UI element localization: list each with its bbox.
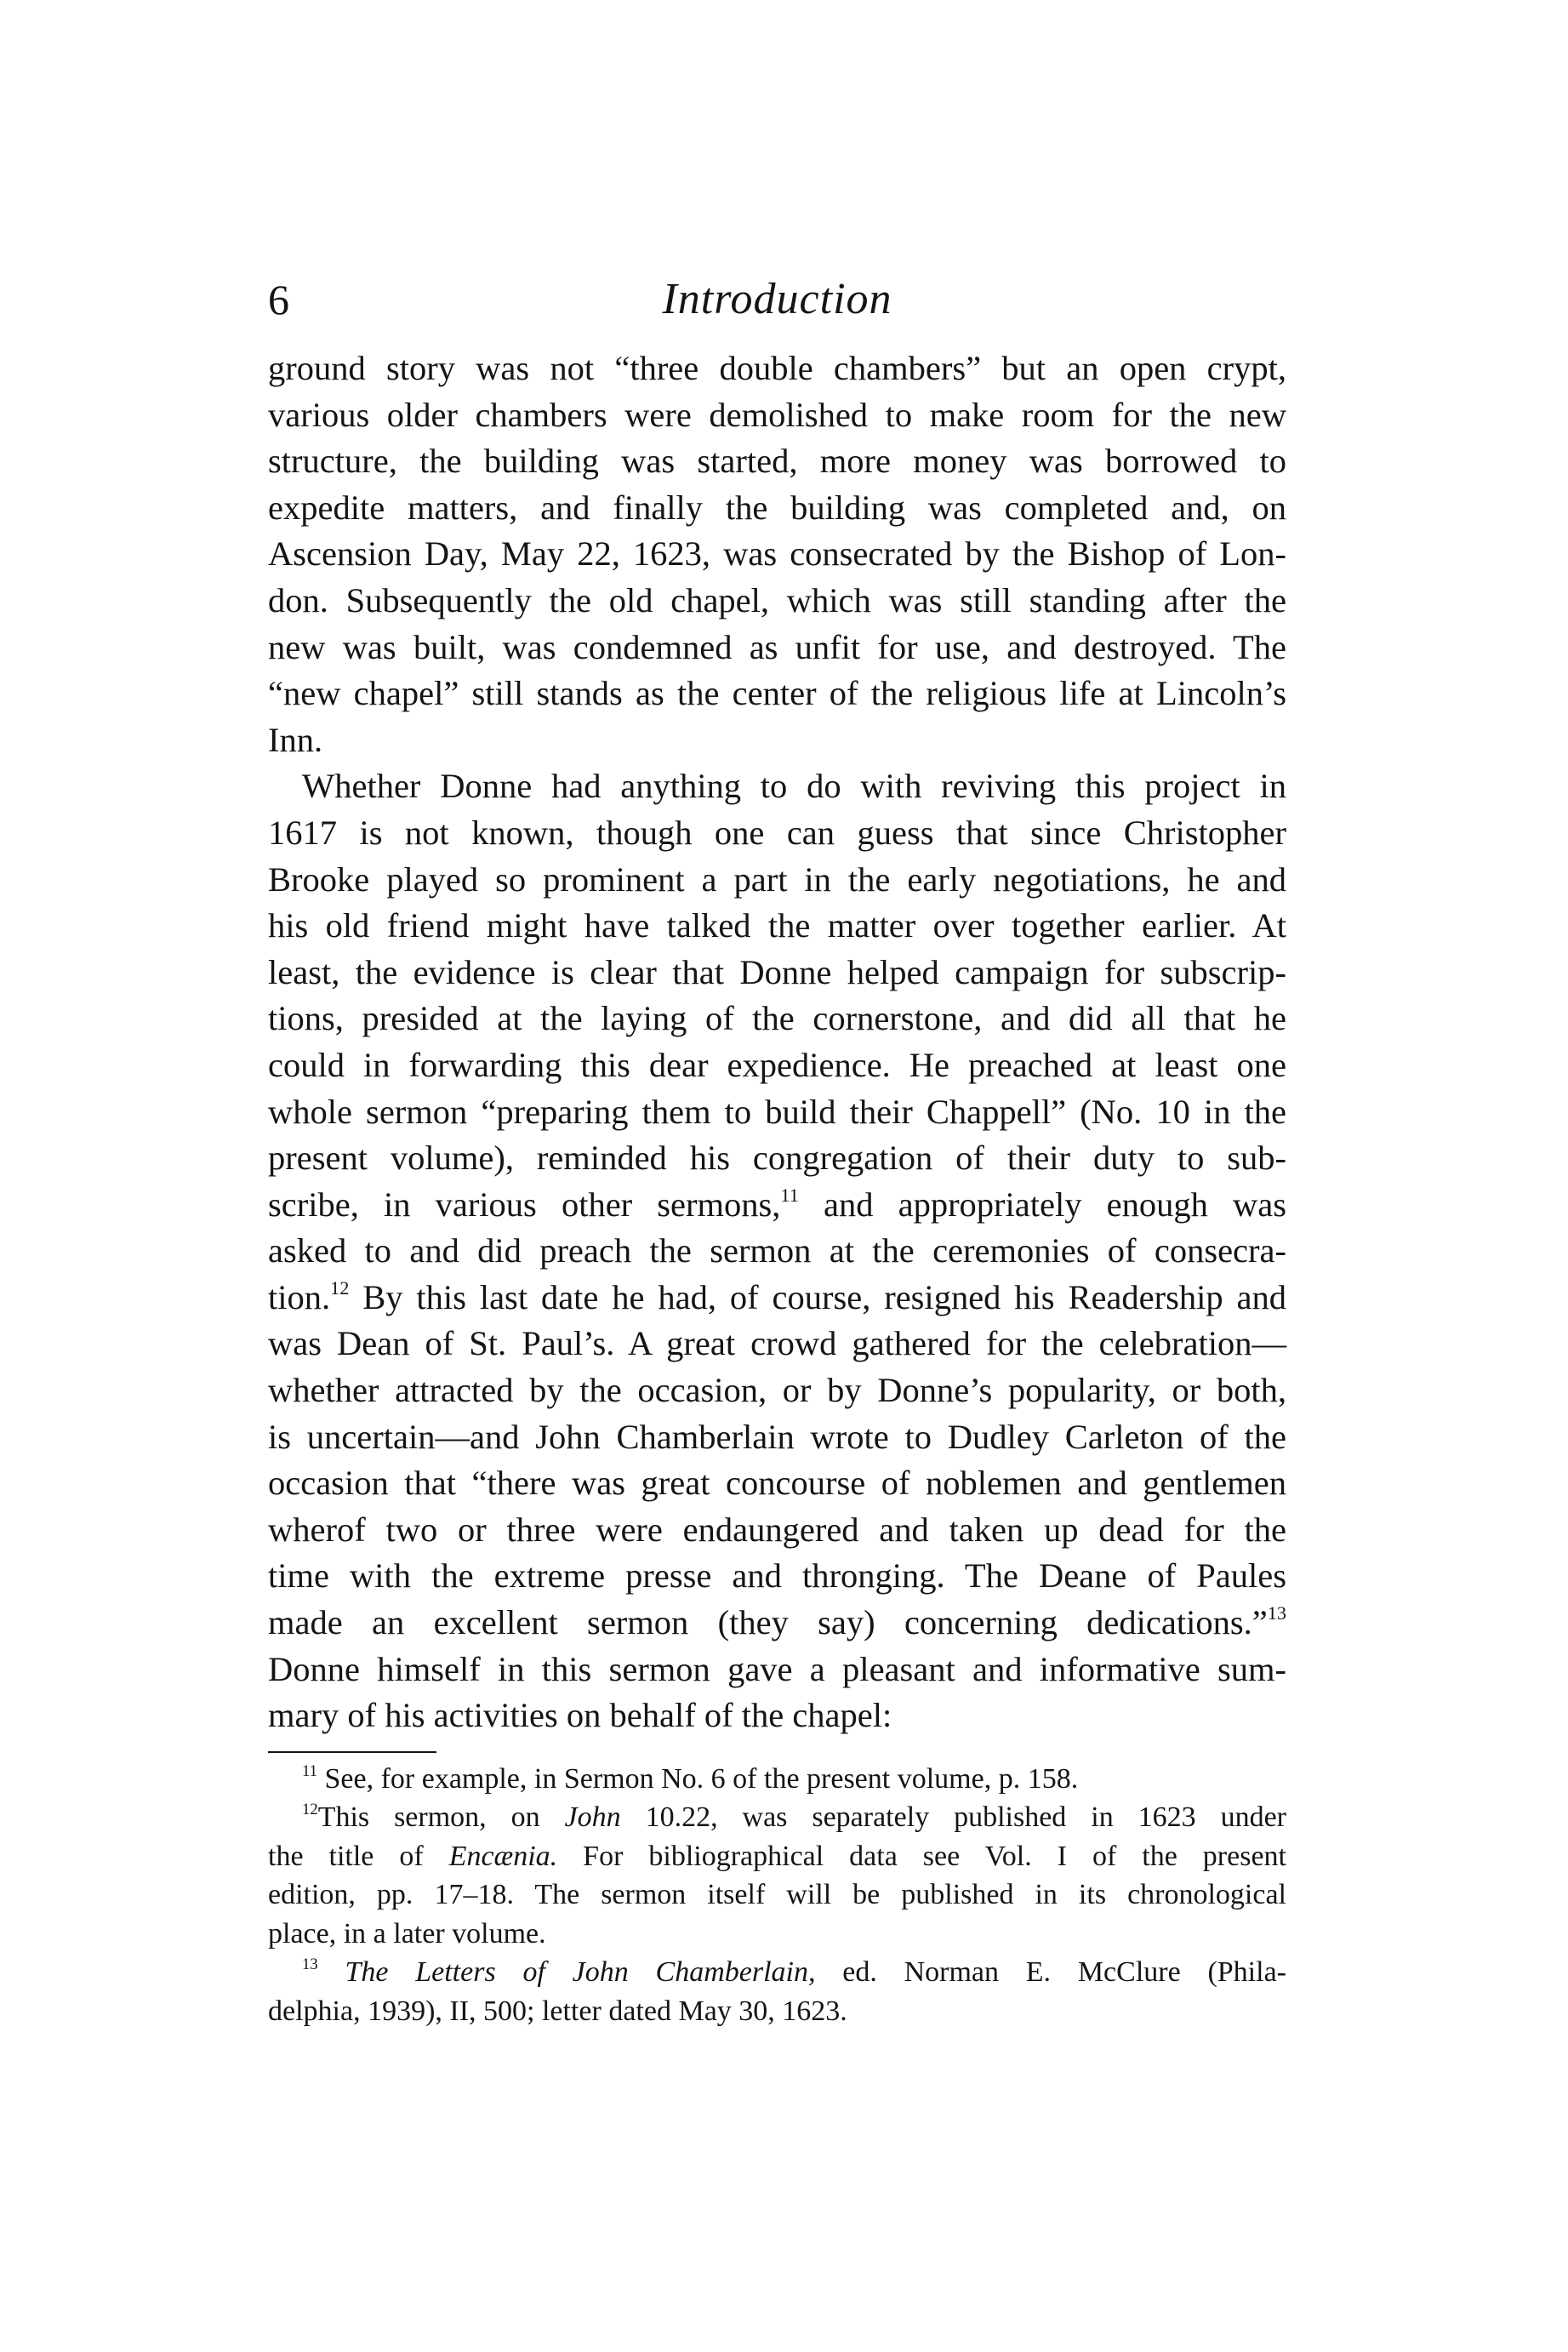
footnote-text: This sermon, on bbox=[317, 1801, 565, 1834]
text-line: ground story was not “three double chambers” but an open crypt, bbox=[268, 349, 1286, 387]
text-line: Ascension Day, May 22, 1623, was consecrated by the Bishop of Lon- bbox=[268, 534, 1286, 574]
text-line: is uncertain—and John Chamberlain wrote to Dudley Carleton of the bbox=[268, 1417, 1286, 1456]
text-line: structure, the building was started, more money was borrowed to bbox=[268, 442, 1286, 481]
text-line: wherof two or three were endaungered and taken up dead for the bbox=[268, 1510, 1286, 1549]
text-line: new was built, was condemned as unfit for use, and destroyed. The bbox=[268, 627, 1286, 666]
text-line: his old friend might have talked the matter over together earlier. At bbox=[268, 906, 1286, 945]
text-line: various older chambers were demolished to make room for the new bbox=[268, 395, 1286, 434]
footnote-number: 12 bbox=[302, 1801, 318, 1819]
footnote-italic: John bbox=[564, 1801, 621, 1834]
text-line: asked to and did preach the sermon at the ceremonies of consecra- bbox=[268, 1231, 1286, 1270]
footnotes bbox=[268, 1760, 1286, 2031]
footnote-11 bbox=[268, 1760, 1286, 1799]
footnote-12 bbox=[268, 1798, 1286, 1837]
text-fragment: tion. bbox=[268, 1277, 331, 1316]
footnote-line: delphia, 1939), II, 500; letter dated May 30, 1623. bbox=[268, 1995, 847, 2027]
footnote-text: ed. Norman E. McClure (Phila- bbox=[815, 1956, 1286, 1989]
footnote-text: 10.22, was separately published in 1623 under bbox=[620, 1801, 1286, 1834]
footnote-line: edition, pp. 17–18. The sermon itself will be published in its chronological bbox=[268, 1879, 1286, 1911]
text-line: Whether Donne had anything to do with reviving this project in bbox=[302, 767, 1286, 806]
text-line bbox=[268, 1600, 1286, 1647]
paragraph-2 bbox=[268, 763, 1286, 1738]
text-line: was Dean of St. Paul’s. A great crowd gathered for the celebration— bbox=[268, 1324, 1286, 1363]
text-fragment: made an excellent sermon (they say) concerning dedications.” bbox=[268, 1603, 1268, 1642]
text-line: Donne himself in this sermon gave a pleasant and informative sum- bbox=[268, 1649, 1286, 1688]
text-line: Inn. bbox=[268, 720, 323, 759]
paragraph-1 bbox=[268, 345, 1286, 763]
footnote-text: the title of bbox=[268, 1840, 449, 1872]
text-line bbox=[268, 1182, 1286, 1229]
footnote-line: place, in a later volume. bbox=[268, 1917, 546, 1950]
footnote-line bbox=[268, 1837, 1286, 1876]
text-fragment: scribe, in various other sermons, bbox=[268, 1185, 781, 1224]
text-line: 1617 is not known, though one can guess that since Christopher bbox=[268, 813, 1286, 852]
text-fragment: By this last date he had, of course, resigned his Readership and bbox=[349, 1277, 1286, 1316]
footnote-ref-12[interactable]: 12 bbox=[330, 1277, 350, 1299]
text-line: least, the evidence is clear that Donne helped campaign for subscrip- bbox=[268, 952, 1286, 991]
footnote-13 bbox=[268, 1953, 1286, 1992]
book-page bbox=[268, 265, 1286, 2030]
text-line: don. Subsequently the old chapel, which was still standing after the bbox=[268, 580, 1286, 619]
running-head bbox=[268, 265, 1286, 334]
text-line: Brooke played so prominent a part in the early negotiations, he and bbox=[268, 859, 1286, 899]
text-line: time with the extreme presse and thronging. The Deane of Paules bbox=[268, 1556, 1286, 1596]
body-text bbox=[268, 345, 1286, 1739]
text-line: mary of his activities on behalf of the chapel: bbox=[268, 1696, 892, 1735]
text-line: whole sermon “preparing them to build their Chappell” (No. 10 in the bbox=[268, 1092, 1286, 1131]
text-fragment: and appropriately enough was bbox=[798, 1185, 1286, 1224]
text-line: whether attracted by the occasion, or by Donne’s popularity, or both, bbox=[268, 1371, 1286, 1410]
footnote-italic: Encænia. bbox=[448, 1840, 558, 1872]
page-number: 6 bbox=[268, 276, 289, 323]
footnote-ref-11[interactable]: 11 bbox=[780, 1184, 799, 1206]
text-line: present volume), reminded his congregation of their duty to sub- bbox=[268, 1139, 1286, 1178]
footnote-number: 13 bbox=[302, 1955, 318, 1974]
footnote-italic: The Letters of John Chamberlain, bbox=[317, 1956, 816, 1989]
text-line: occasion that “there was great concourse of noblemen and gentlemen bbox=[268, 1464, 1286, 1503]
footnote-text: For bibliographical data see Vol. I of the present bbox=[557, 1840, 1286, 1872]
text-line: tions, presided at the laying of the cornerstone, and did all that he bbox=[268, 999, 1286, 1038]
footnote-ref-13[interactable]: 13 bbox=[1267, 1602, 1286, 1624]
footnote-number: 11 bbox=[302, 1761, 317, 1780]
text-line bbox=[268, 1275, 1286, 1322]
text-line: could in forwarding this dear expedience. He preached at least one bbox=[268, 1045, 1286, 1084]
running-title: Introduction bbox=[662, 275, 892, 323]
footnote-text: See, for example, in Sermon No. 6 of the present volume, p. 158. bbox=[317, 1762, 1079, 1795]
text-line: “new chapel” still stands as the center of the religious life at Lincoln’s bbox=[268, 674, 1286, 713]
footnote-divider bbox=[268, 1751, 436, 1753]
text-line: expedite matters, and finally the building was completed and, on bbox=[268, 488, 1286, 527]
